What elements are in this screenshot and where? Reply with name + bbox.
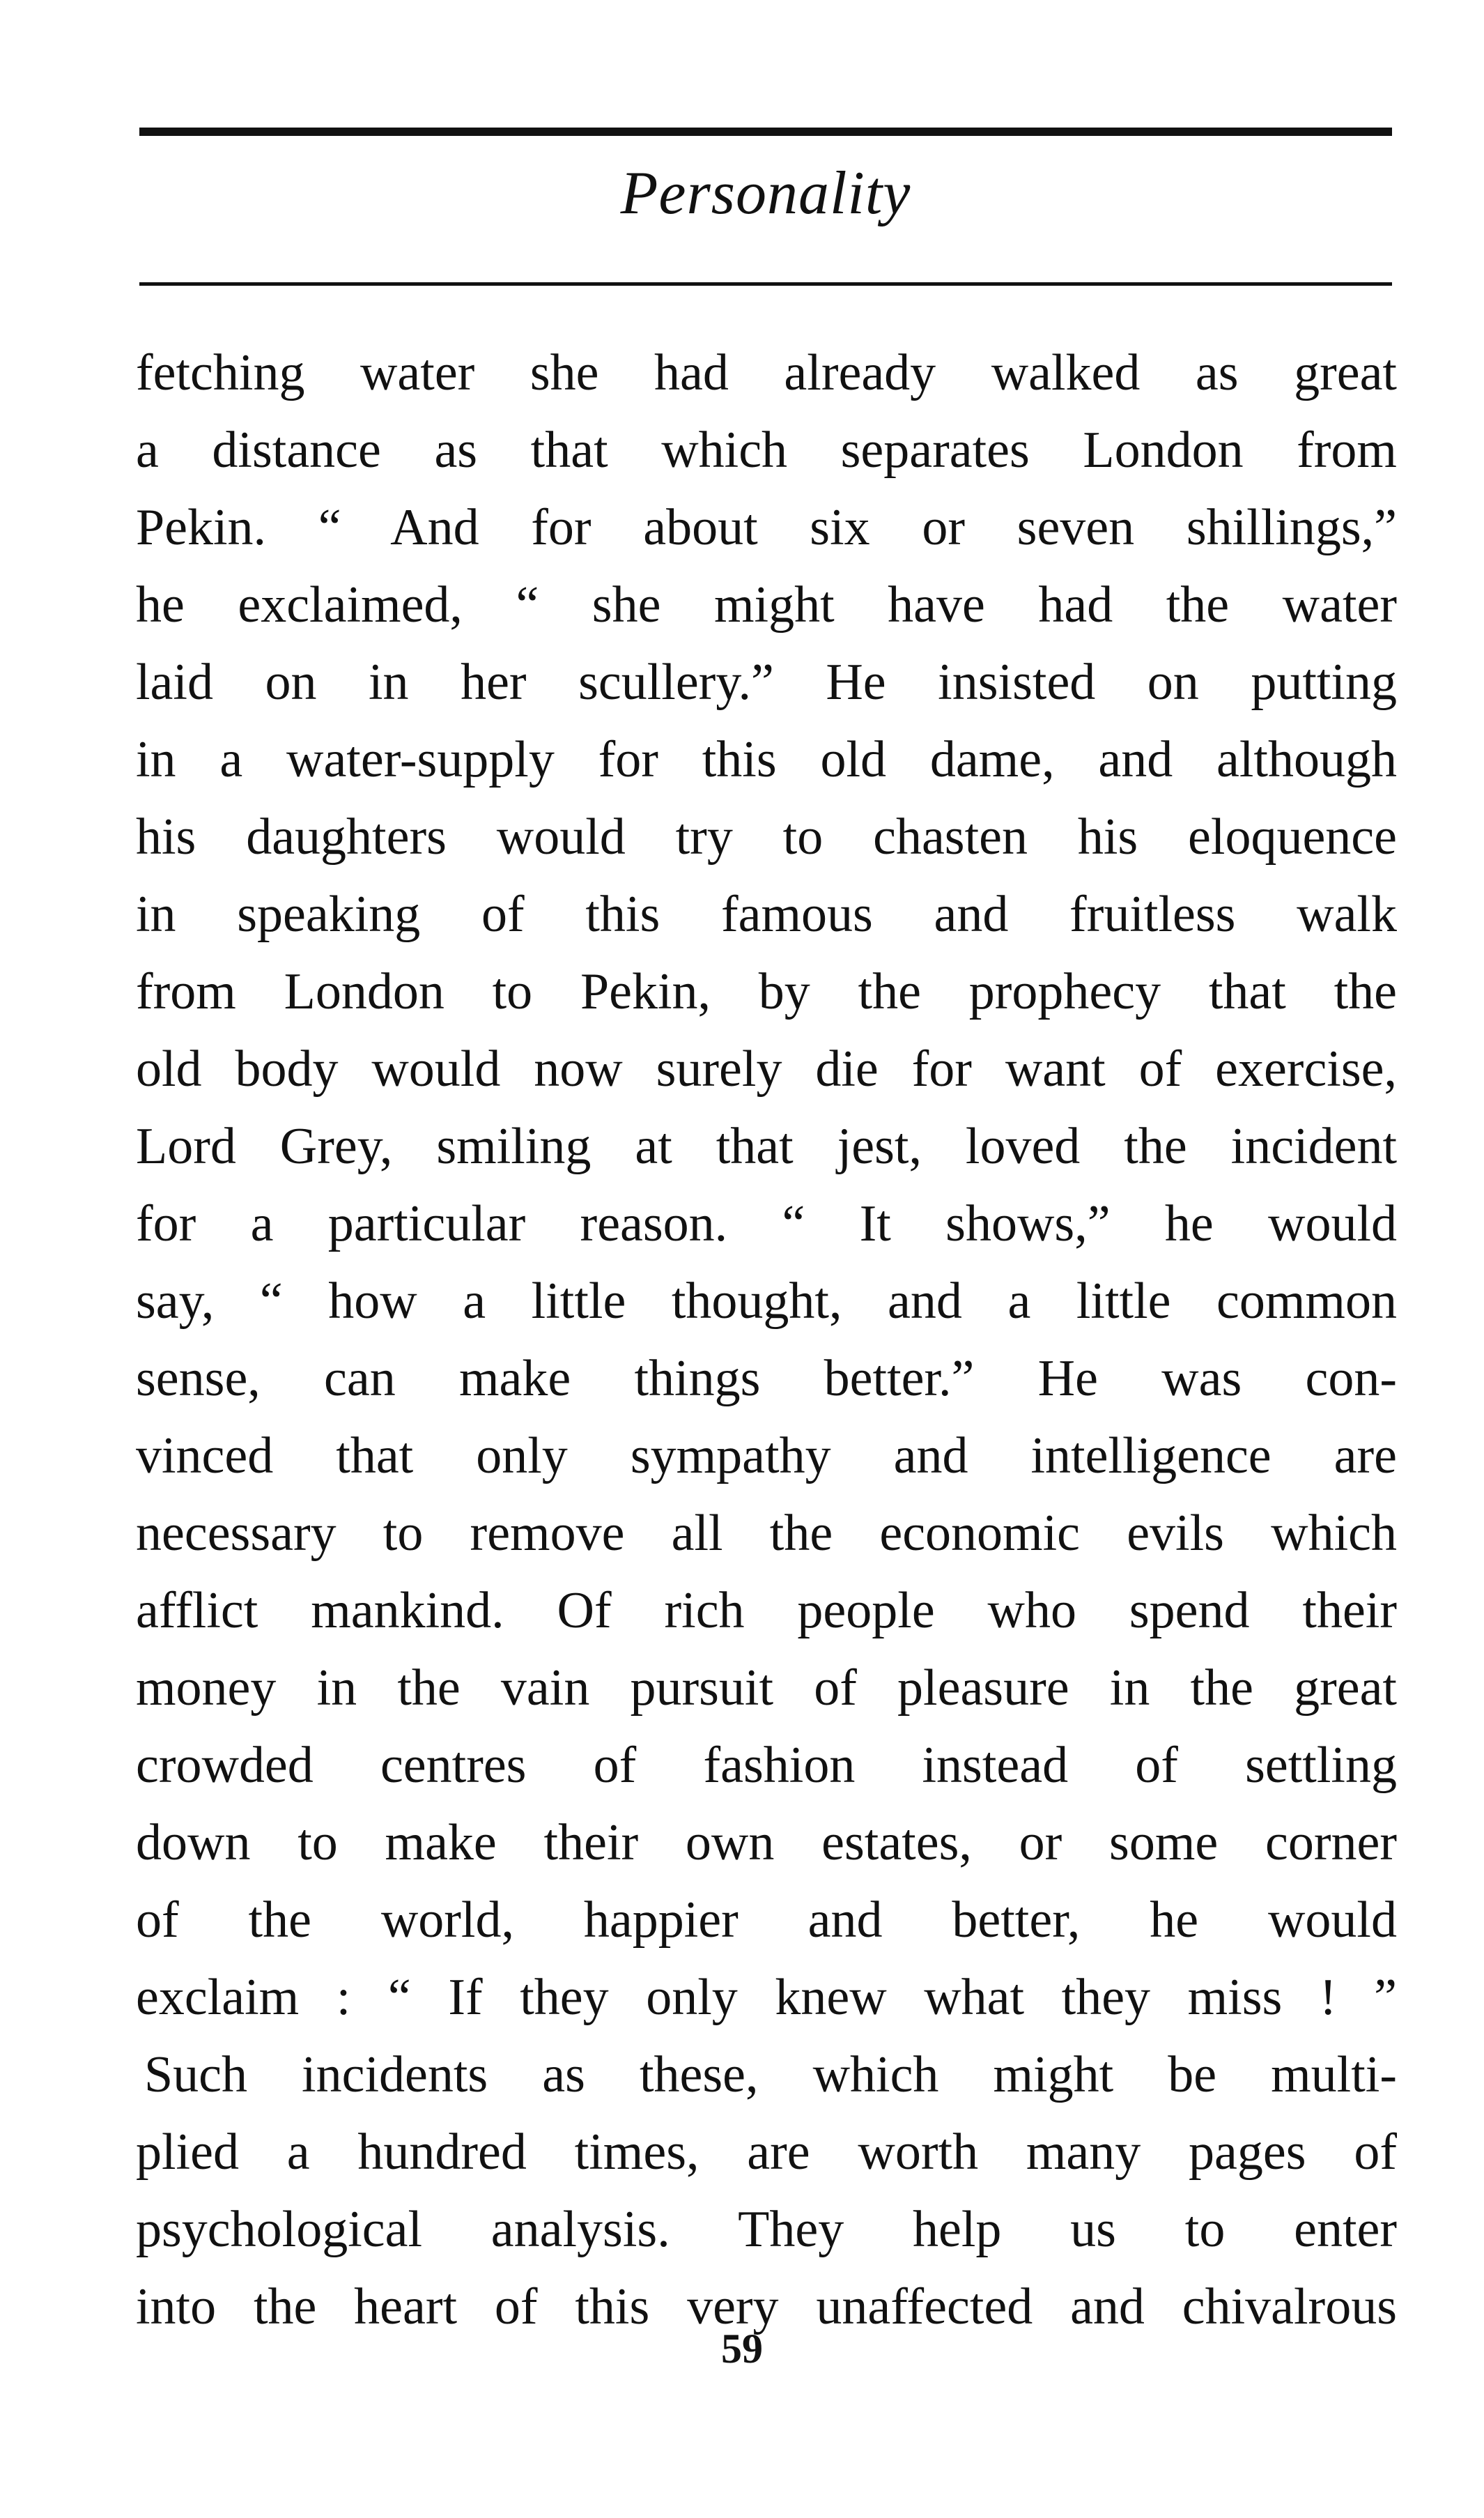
text-line: laid on in her scullery.” He insisted on putting <box>136 654 1397 711</box>
text-line: crowded centres of fashion instead of settling <box>136 1737 1397 1794</box>
text-line: from London to Pekin, by the prophecy that the <box>136 963 1397 1020</box>
header-rule-bottom <box>139 282 1392 286</box>
text-line: Lord Grey, smiling at that jest, loved the incident <box>136 1118 1397 1175</box>
text-line: plied a hundred times, are worth many pages of <box>136 2124 1397 2181</box>
text-line: into the heart of this very unaffected and chivalrous <box>136 2278 1397 2335</box>
running-title: Personality <box>620 160 911 227</box>
text-line: he exclaimed, “ she might have had the water <box>136 576 1397 634</box>
text-line: necessary to remove all the economic evils which <box>136 1505 1397 1562</box>
header-rule-top <box>139 128 1392 136</box>
text-line: old body would now surely die for want of exercise, <box>136 1041 1397 1098</box>
text-line: in speaking of this famous and fruitless walk <box>136 886 1397 943</box>
text-line: money in the vain pursuit of pleasure in the great <box>136 1659 1397 1717</box>
text-line: a distance as that which separates London from <box>136 422 1397 479</box>
text-line: down to make their own estates, or some corner <box>136 1814 1397 1871</box>
text-line: Pekin. “ And for about six or seven shillings,” <box>136 499 1397 556</box>
text-line: sense, can make things better.” He was con- <box>136 1350 1397 1407</box>
text-line: fetching water she had already walked as great <box>136 344 1397 401</box>
body-text <box>136 335 1397 2346</box>
paragraph-start-line: Such incidents as these, which might be multi- <box>144 2046 1397 2103</box>
text-line: vinced that only sympathy and intelligence are <box>136 1427 1397 1484</box>
text-line: exclaim : “ If they only knew what they miss ! ” <box>136 1969 1397 2026</box>
page-number: 59 <box>721 2326 763 2372</box>
text-line: for a particular reason. “ It shows,” he would <box>136 1195 1397 1252</box>
text-line: his daughters would try to chasten his eloquence <box>136 808 1397 866</box>
text-line: of the world, happier and better, he would <box>136 1891 1397 1949</box>
text-line: say, “ how a little thought, and a little common <box>136 1273 1397 1330</box>
text-line: afflict mankind. Of rich people who spend their <box>136 1582 1397 1639</box>
text-line: psychological analysis. They help us to enter <box>136 2201 1397 2258</box>
text-line: in a water-supply for this old dame, and although <box>136 731 1397 788</box>
